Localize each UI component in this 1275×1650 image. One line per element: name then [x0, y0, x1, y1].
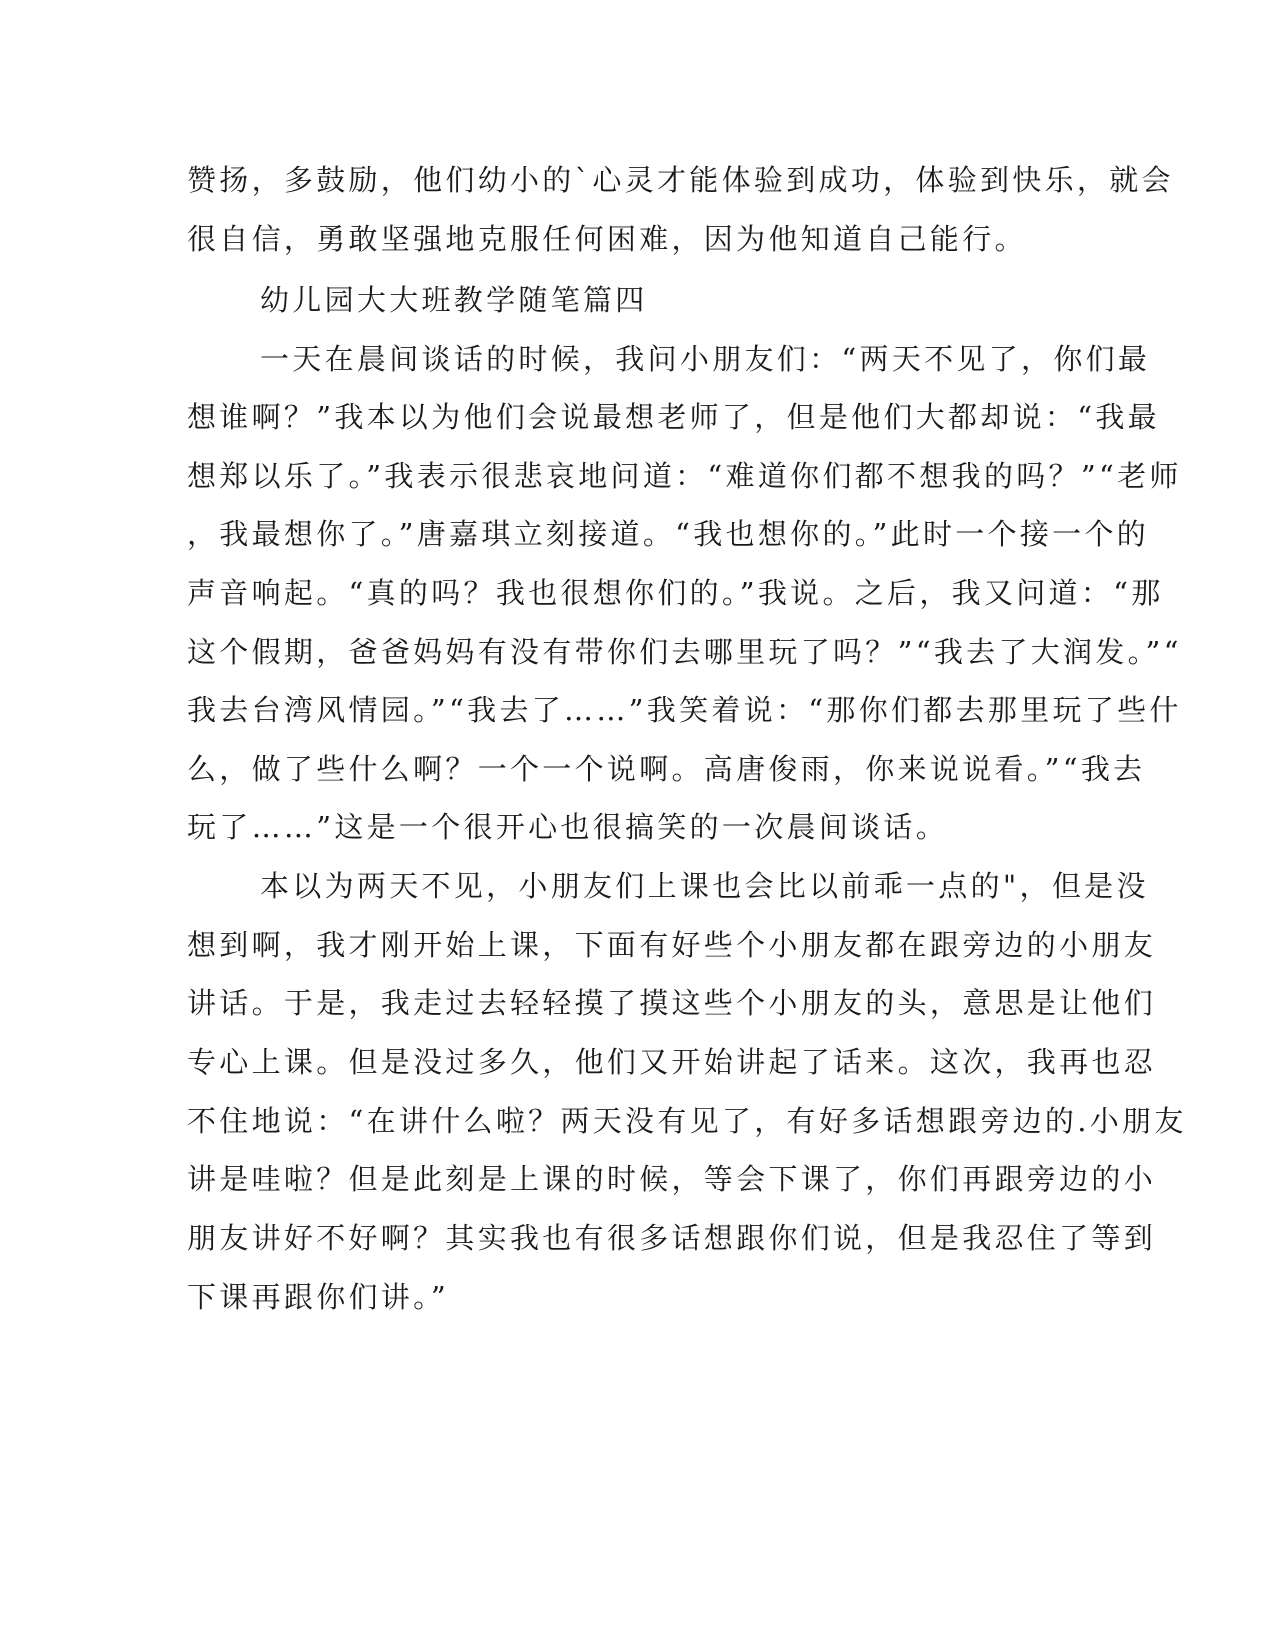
paragraph-1-line-8: 么，做了些什么啊？一个一个说啊。高唐俊雨，你来说说看。”“我去 [187, 752, 1146, 786]
paragraph-1-line-1: 一天在晨间谈话的时候，我问小朋友们：“两天不见了，你们最 [260, 342, 1151, 376]
paragraph-1-line-9: 玩了……”这是一个很开心也很搞笑的一次晨间谈话。 [187, 810, 949, 844]
section-heading: 幼儿园大大班教学随笔篇四 [260, 283, 648, 317]
paragraph-2-line-7: 朋友讲好不好啊？其实我也有很多话想跟你们说，但是我忍住了等到 [187, 1221, 1157, 1255]
paragraph-1-line-2: 想谁啊？”我本以为他们会说最想老师了，但是他们大都却说：“我最 [187, 400, 1160, 434]
paragraph-2-line-4: 专心上课。但是没过多久，他们又开始讲起了话来。这次，我再也忍 [187, 1045, 1157, 1079]
paragraph-1-line-6: 这个假期，爸爸妈妈有没有带你们去哪里玩了吗？”“我去了大润发。”“ [187, 635, 1182, 669]
paragraph-2-line-2: 想到啊，我才刚开始上课，下面有好些个小朋友都在跟旁边的小朋友 [187, 928, 1157, 962]
paragraph-2-line-8: 下课再跟你们讲。” [187, 1280, 450, 1314]
paragraph-1-line-4: ，我最想你了。”唐嘉琪立刻接道。“我也想你的。”此时一个接一个的 [187, 517, 1150, 551]
text-line-2: 很自信，勇敢坚强地克服任何困难，因为他知道自己能行。 [187, 222, 1027, 256]
text-line-1: 赞扬，多鼓励，他们幼小的`心灵才能体验到成功，体验到快乐，就会 [187, 163, 1174, 197]
paragraph-2-line-5: 不住地说：“在讲什么啦？两天没有见了，有好多话想跟旁边的.小朋友 [187, 1104, 1187, 1138]
paragraph-2-line-6: 讲是哇啦？但是此刻是上课的时候，等会下课了，你们再跟旁边的小 [187, 1162, 1157, 1196]
paragraph-1-line-3: 想郑以乐了。”我表示很悲哀地问道：“难道你们都不想我的吗？”“老师 [187, 459, 1182, 493]
paragraph-1-line-7: 我去台湾风情园。”“我去了……”我笑着说：“那你们都去那里玩了些什 [187, 693, 1182, 727]
paragraph-2-line-1: 本以为两天不见，小朋友们上课也会比以前乖一点的"，但是没 [260, 869, 1149, 903]
paragraph-2-line-3: 讲话。于是，我走过去轻轻摸了摸这些个小朋友的头，意思是让他们 [187, 986, 1157, 1020]
paragraph-1-line-5: 声音响起。“真的吗？我也很想你们的。”我说。之后，我又问道：“那 [187, 576, 1164, 610]
